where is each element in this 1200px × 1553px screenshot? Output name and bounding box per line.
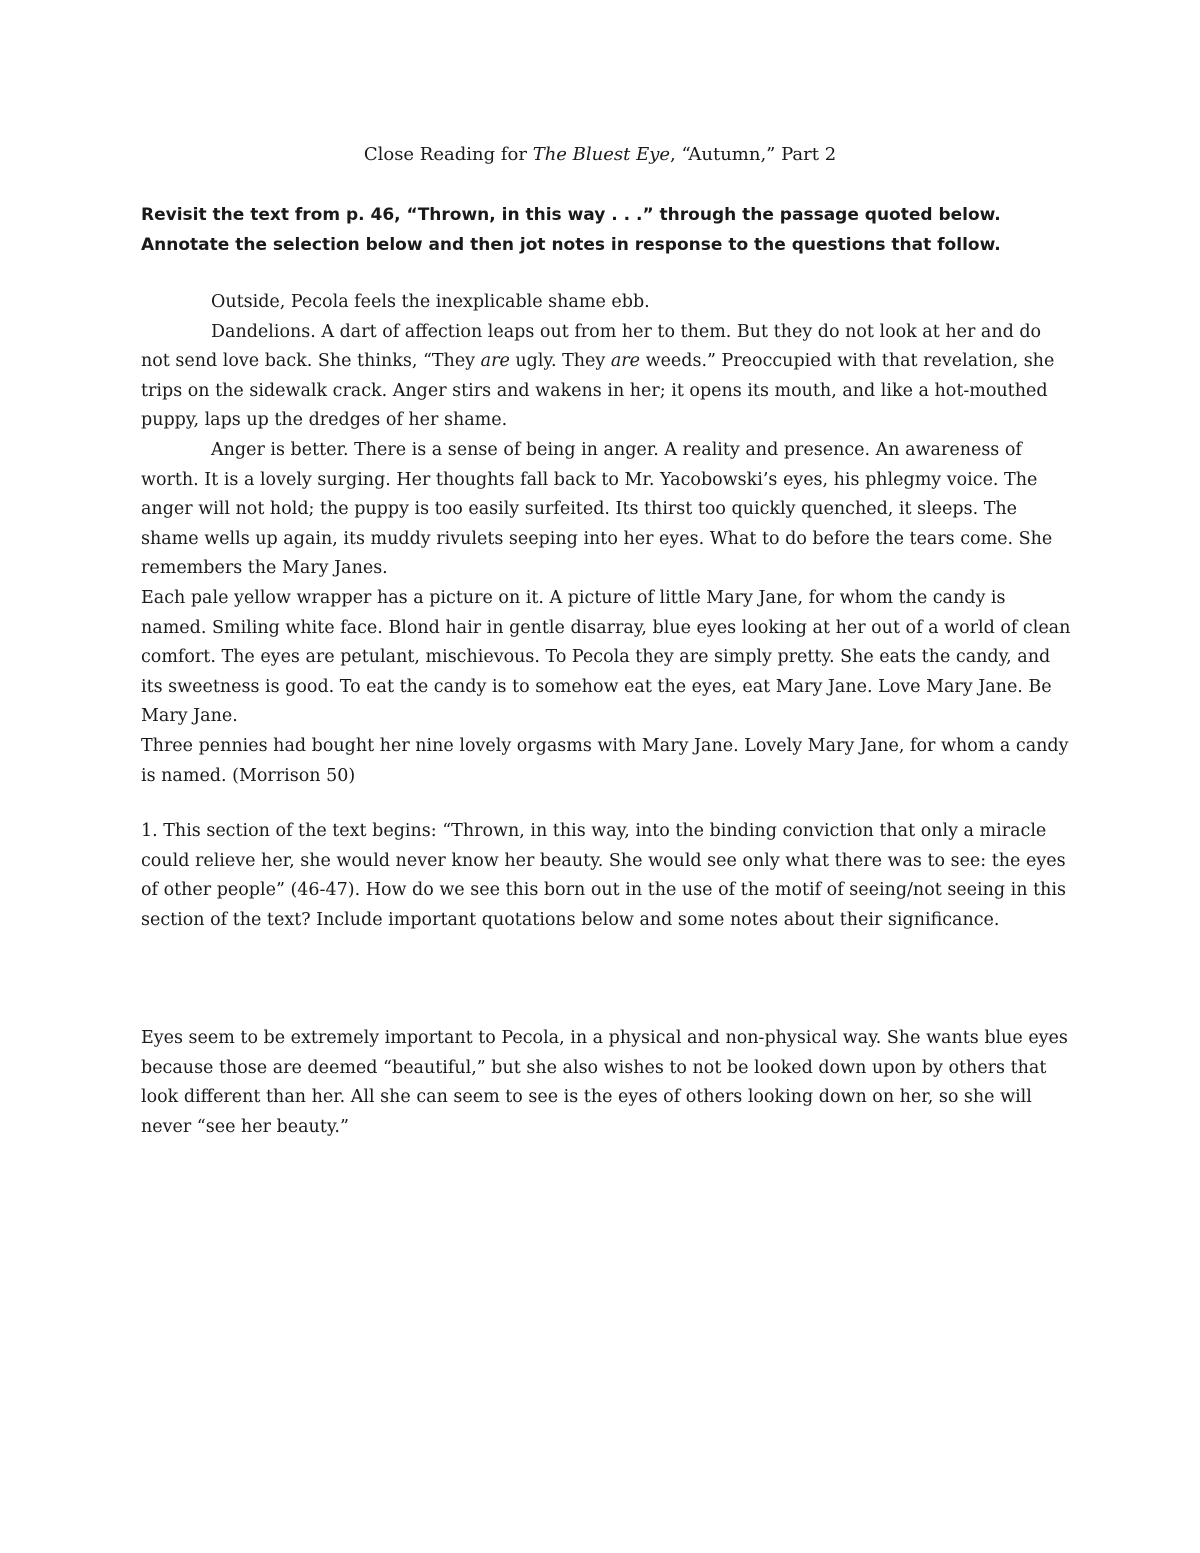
passage-text: Dandelions. A dart of affection leaps out from her to them. But they do not look at her and do not send love back. She thinks, “They (141, 321, 1042, 372)
passage-paragraph-4: Each pale yellow wrapper has a picture on it. A picture of little Mary Jane, for whom the candy is named. Smiling white face. Blond hair in gentle disarray, blue eyes looking at her out of a world of clean comfort. The eyes are petulant, mischievous. To Pecola they are simply pretty. She eats the candy, and its sweetness is good. To eat the candy is to somehow eat the eyes, eat Mary Jane. Love Mary Jane. Be Mary Jane. (141, 587, 1071, 727)
question-1: 1. This section of the text begins: “Thrown, in this way, into the binding conviction that only a miracle could relieve her, she would never know her beauty. She would see only what there was to see: the eyes of other people” (46-47). How do we see this born out in the use of the motif of seeing/not seeing in this section of the text? Include important quotations below and some notes about their significance. (141, 821, 1066, 930)
passage-paragraph-5: Three pennies had bought her nine lovely orgasms with Mary Jane. Lovely Mary Jane, for whom a candy is named. (Morrison 50) (141, 735, 1069, 786)
passage-emphasis: are (480, 351, 510, 372)
passage-paragraph-2 (141, 318, 1071, 436)
passage-paragraph-1: Outside, Pecola feels the inexplicable shame ebb. (211, 292, 650, 312)
title-book: The Bluest Eye (532, 144, 671, 165)
passage-paragraph-3: Anger is better. There is a sense of being in anger. A reality and presence. An awareness of worth. It is a lovely surging. Her thoughts fall back to Mr. Yacobowski’s eyes, his phlegmy voice. The anger will not hold; the puppy is too easily surfeited. Its thirst too quickly quenched, it sleeps. The shame wells up again, its muddy rivulets seeping into her eyes. What to do before the tears come. She remembers the Mary Janes. (141, 439, 1053, 579)
quoted-passage (141, 288, 1071, 791)
instructions: Revisit the text from p. 46, “Thrown, in this way . . .” through the passage quoted below. Annotate the selection below and then jot notes in response to the questions that follow. (141, 205, 1001, 255)
passage-text: weeds.” Preoccupied with that revelation, she trips on the sidewalk crack. Anger stirs and wakens in her; it opens its mouth, and like a hot-mouthed puppy, laps up the dredges of her shame. (141, 351, 1055, 431)
title-prefix: Close Reading for (363, 144, 533, 165)
document-title (0, 140, 1200, 170)
answer-1: Eyes seem to be extremely important to Pecola, in a physical and non-physical way. She wants blue eyes because those are deemed “beautiful,” but she also wishes to not be looked down upon by others that look different than her. All she can seem to see is the eyes of others looking down on her, so she will never “see her beauty.” (141, 1028, 1068, 1137)
passage-text: ugly. They (509, 351, 611, 372)
passage-emphasis: are (610, 351, 641, 372)
title-suffix: , “Autumn,” Part 2 (670, 144, 837, 165)
